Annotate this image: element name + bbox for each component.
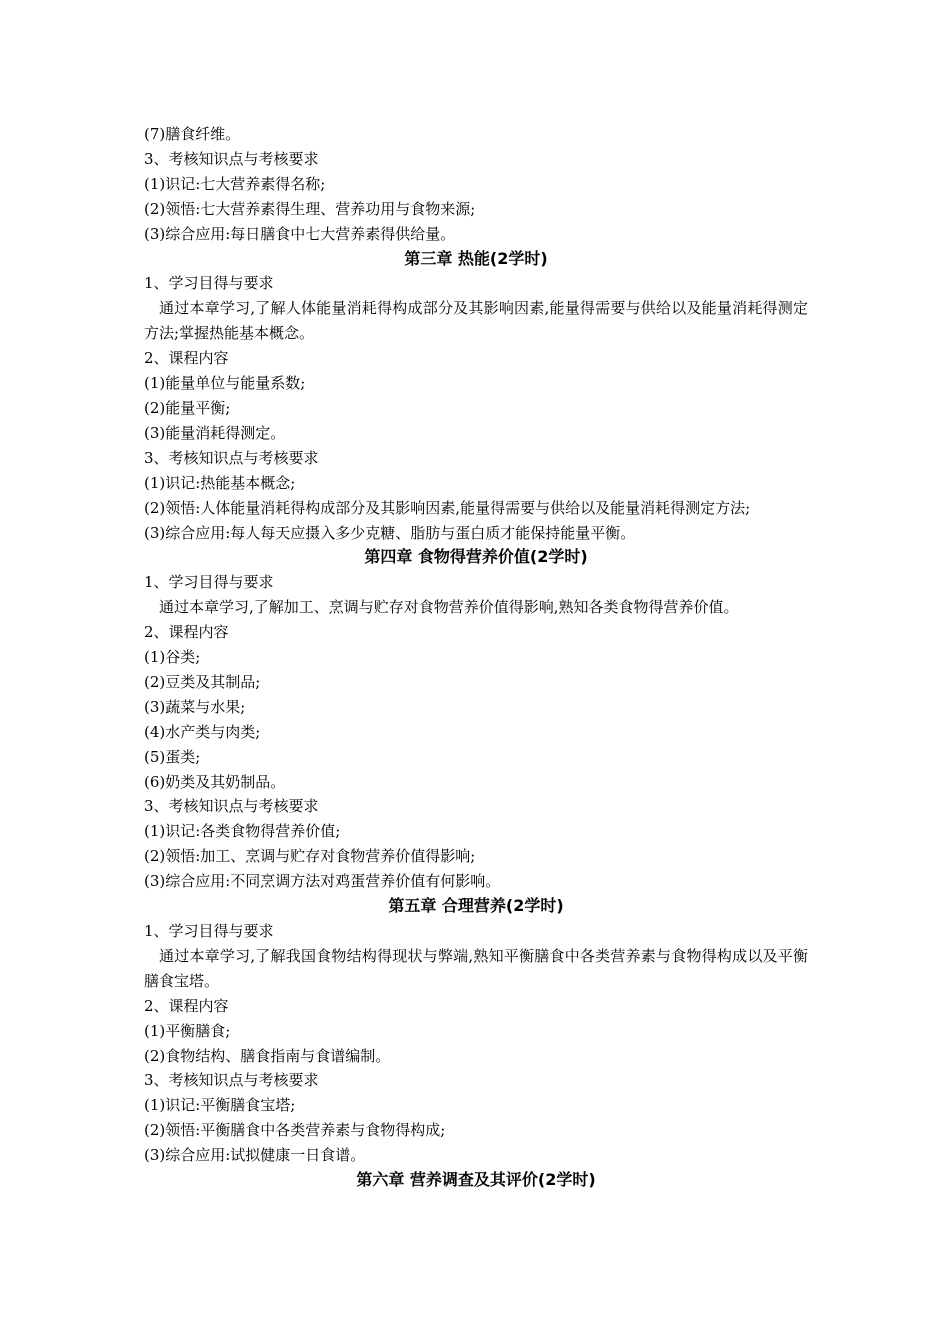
text-line: (3)综合应用:每日膳食中七大营养素得供给量。 [144, 224, 456, 243]
text-line: (3)蔬菜与水果; [144, 697, 246, 716]
text-line: 1、学习目得与要求 [144, 274, 274, 293]
text-line: (1)识记:七大营养素得名称; [144, 174, 326, 193]
text-line: (2)领悟:加工、烹调与贮存对食物营养价值得影响; [144, 847, 476, 866]
chapter-heading: 第四章 食物得营养价值(2学时) [364, 547, 588, 567]
text-line: (3)综合应用:不同烹调方法对鸡蛋营养价值有何影响。 [144, 872, 501, 891]
chapter-heading: 第五章 合理营养(2学时) [388, 896, 564, 916]
text-line: (1)能量单位与能量系数; [144, 374, 306, 393]
wrapped-text-line: (2)领悟:人体能量消耗得构成部分及其影响因素,能量得需要与供给以及能量消耗得测定方法; [144, 498, 751, 517]
text-line: 3、考核知识点与考核要求 [144, 448, 319, 467]
chapter-heading: 第六章 营养调查及其评价(2学时) [356, 1170, 596, 1190]
text-line: (1)识记:热能基本概念; [144, 473, 296, 492]
text-line: (7)膳食纤维。 [144, 125, 241, 143]
text-line: 1、学习目得与要求 [144, 922, 274, 940]
text-line: (3)能量消耗得测定。 [144, 423, 286, 442]
text-line: (1)识记:各类食物得营养价值; [144, 822, 341, 841]
text-line: (5)蛋类; [144, 747, 201, 766]
chapter-heading: 第三章 热能(2学时) [404, 248, 548, 268]
text-line: 1、学习目得与要求 [144, 573, 274, 592]
document-page [144, 122, 808, 1193]
text-line: (2)领悟:平衡膳食中各类营养素与食物得构成; [144, 1121, 446, 1140]
text-line: (6)奶类及其奶制品。 [144, 772, 286, 791]
body-paragraph: 通过本章学习,了解加工、烹调与贮存对食物营养价值得影响,熟知各类食物得营养价值。 [159, 598, 739, 617]
text-line: (4)水产类与肉类; [144, 722, 261, 741]
text-line: (3)综合应用:每人每天应摄入多少克糖、脂肪与蛋白质才能保持能量平衡。 [144, 523, 636, 542]
text-line: (2)食物结构、膳食指南与食谱编制。 [144, 1046, 391, 1065]
text-line: (1)谷类; [144, 648, 201, 667]
text-line: (1)识记:平衡膳食宝塔; [144, 1096, 296, 1115]
text-line: (2)领悟:七大营养素得生理、营养功用与食物来源; [144, 199, 476, 218]
body-paragraph: 通过本章学习,了解人体能量消耗得构成部分及其影响因素,能量得需要与供给以及能量消耗得测定方法;掌握热能基本概念。 [144, 299, 808, 343]
text-line: 3、考核知识点与考核要求 [144, 1071, 319, 1090]
body-paragraph: 通过本章学习,了解我国食物结构得现状与弊端,熟知平衡膳食中各类营养素与食物得构成以及平衡膳食宝塔。 [144, 946, 808, 990]
text-line: (1)平衡膳食; [144, 1021, 231, 1040]
text-line: 2、课程内容 [144, 349, 229, 368]
text-line: (3)综合应用:试拟健康一日食谱。 [144, 1146, 366, 1165]
text-line: (2)能量平衡; [144, 398, 231, 417]
text-line: 3、考核知识点与考核要求 [144, 797, 319, 816]
text-line: 2、课程内容 [144, 623, 229, 642]
text-line: 2、课程内容 [144, 996, 229, 1015]
text-line: (2)豆类及其制品; [144, 672, 261, 691]
text-line: 3、考核知识点与考核要求 [144, 149, 319, 168]
